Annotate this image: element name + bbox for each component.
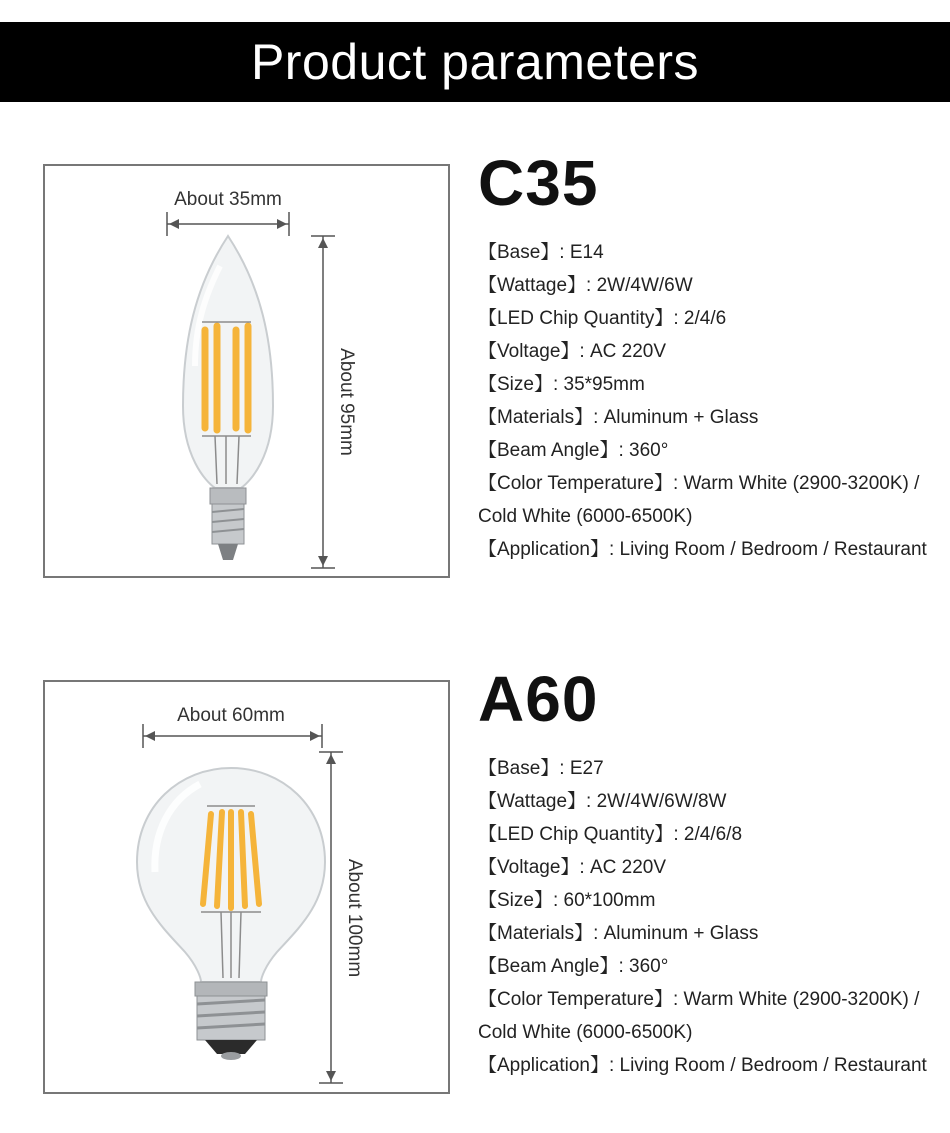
spec-size: 【Size】: 35*95mm: [478, 374, 645, 395]
spec-base: 【Base】: E27: [478, 758, 604, 779]
spec-base: 【Base】: E14: [478, 242, 604, 263]
candle-bulb-image: [45, 166, 452, 580]
e27-base: [195, 982, 267, 1060]
page-title: Product parameters: [250, 34, 700, 90]
width-label: About 60mm: [177, 705, 285, 726]
product-image-frame: [43, 164, 450, 578]
spec-led-chip-quantity: 【LED Chip Quantity】: 2/4/6: [478, 308, 727, 329]
spec-beam-angle: 【Beam Angle】: 360°: [478, 440, 669, 461]
spec-application: 【Application】: Living Room / Bedroom / Restaurant: [478, 539, 927, 560]
width-label: About 35mm: [174, 189, 282, 210]
e14-base: [210, 488, 246, 560]
spec-wattage: 【Wattage】: 2W/4W/6W/8W: [478, 791, 727, 812]
spec-list: [478, 236, 948, 566]
spec-beam-angle: 【Beam Angle】: 360°: [478, 956, 669, 977]
spec-voltage: 【Voltage】: AC 220V: [478, 857, 666, 878]
title-banner: [0, 22, 950, 102]
spec-wattage: 【Wattage】: 2W/4W/6W: [478, 275, 693, 296]
spec-color-temperature: 【Color Temperature】: Warm White (2900-3200K) / Cold White (6000-6500K): [478, 473, 920, 527]
spec-list: [478, 752, 948, 1082]
spec-voltage: 【Voltage】: AC 220V: [478, 341, 666, 362]
model-title: C35: [478, 147, 599, 219]
spec-materials: 【Materials】: Aluminum + Glass: [478, 923, 759, 944]
spec-application: 【Application】: Living Room / Bedroom / Restaurant: [478, 1055, 927, 1076]
height-label: About 100mm: [344, 858, 365, 978]
spec-size: 【Size】: 60*100mm: [478, 890, 656, 911]
product-image-frame: [43, 680, 450, 1094]
spec-color-temperature: 【Color Temperature】: Warm White (2900-3200K) / Cold White (6000-6500K): [478, 989, 920, 1043]
a-shape-bulb-image: [45, 682, 452, 1096]
model-title: A60: [478, 663, 599, 735]
spec-led-chip-quantity: 【LED Chip Quantity】: 2/4/6/8: [478, 824, 743, 845]
spec-materials: 【Materials】: Aluminum + Glass: [478, 407, 759, 428]
height-label: About 95mm: [336, 348, 357, 456]
